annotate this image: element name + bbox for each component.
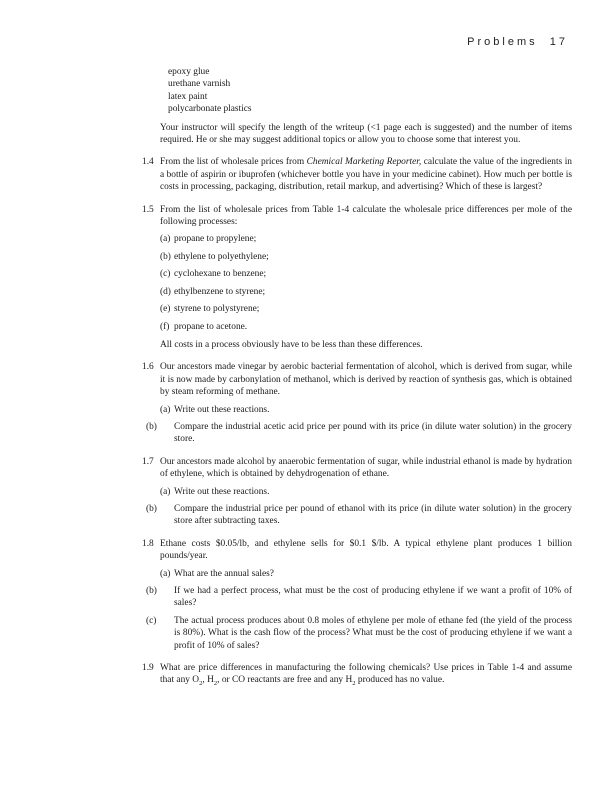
problem-number: 1.9 xyxy=(142,663,154,674)
subitem: (b) If we had a perfect process, what must be the cost of producing ethylene if we want a profit of 10% of sales? xyxy=(146,586,572,609)
list-item: latex paint xyxy=(168,91,208,102)
subitem: (f) propane to acetone. xyxy=(160,321,248,332)
problem-note: All costs in a process obviously have to be less than these differences. xyxy=(160,339,423,350)
subitem: (c) The actual process produces about 0.8 moles of ethylene per mole of ethane fed (the yield of the process is 80%). What is the cash flow of the process? What must be the cost of producing ethylene if we want a profit of 10% of sales? xyxy=(146,615,572,651)
problem-text: Our ancestors made alcohol by anaerobic fermentation of sugar, while industrial ethanol is made by hydration of ethylene, which is obtained by dehydrogenation of ethane. xyxy=(160,456,572,480)
problem-1-4 xyxy=(142,156,572,193)
problem-text: What are price differences in manufacturing the following chemicals? Use prices in Table 1-4 and assume that any $O_2$, $H_2$, or CO reactants are free and any $H_2$ produced has no value. xyxy=(160,663,572,688)
subitem: (a) What are the annual sales? xyxy=(160,568,274,579)
topic-list xyxy=(142,66,572,116)
journal-title: Chemical Marketing Reporter, xyxy=(306,157,422,168)
problem-1-6 xyxy=(142,361,572,445)
page-number: 17 xyxy=(549,36,568,48)
subitem: (b) Compare the industrial price per pound of ethanol with its price (in dilute water solution) in the grocery store after subtracting taxes. xyxy=(146,503,572,527)
list-item: epoxy glue xyxy=(168,67,210,77)
problem-1-9 xyxy=(142,662,572,691)
subitem: (a) Write out these reactions. xyxy=(160,404,270,415)
list-item: urethane varnish xyxy=(168,79,231,90)
subitem: (a) propane to propylene; xyxy=(160,234,257,245)
running-title: Problems xyxy=(467,36,538,48)
instructions-paragraph: Your instructor will specify the length of the writeup (<1 page each is suggested) and the number of items required. He or she may suggest additional topics or allow you to choose some that interest you. xyxy=(160,122,572,146)
problem-number: 1.5 xyxy=(142,204,154,215)
problem-number: 1.6 xyxy=(142,362,154,373)
problem-text: From the list of wholesale prices from Chemical Marketing Reporter, calculate the value of the ingredients in a bottle of aspirin or ibuprofen (whichever bottle you have in your medicine cabinet). How much per bottle is costs in processing, packaging, distribution, retail markup, and advertising? Which of these is largest? xyxy=(160,157,572,193)
problem-text: From the list of wholesale prices from Table 1-4 calculate the wholesale price differences per mole of the following processes: xyxy=(160,204,572,228)
problem-number: 1.4 xyxy=(142,157,154,168)
subitem: (d) ethylbenzene to styrene; xyxy=(160,286,266,297)
running-header xyxy=(467,36,568,48)
problem-number: 1.7 xyxy=(142,456,154,467)
problem-1-8 xyxy=(142,538,572,652)
problem-1-7 xyxy=(142,456,572,528)
list-item: polycarbonate plastics xyxy=(168,104,252,115)
problem-1-5 xyxy=(142,204,572,352)
subitem: (b) Compare the industrial acetic acid price per pound with its price (in dilute water solution) in the grocery store. xyxy=(146,421,572,445)
page-content xyxy=(142,66,572,691)
problem-text: Ethane costs $0.05/lb, and ethylene sells for $0.1 $/lb. A typical ethylene plant produces 1 billion pounds/year. xyxy=(160,538,572,562)
problem-text: Our ancestors made vinegar by aerobic bacterial fermentation of alcohol, which is derived from sugar, while it is now made by carbonylation of methanol, which is derived by reaction of synthesis gas, which is obtained by steam reforming of methane. xyxy=(160,362,572,398)
subitem: (a) Write out these reactions. xyxy=(160,486,270,497)
subitem: (e) styrene to polystyrene; xyxy=(160,304,260,315)
problem-number: 1.8 xyxy=(142,538,154,549)
subitem: (c) cyclohexane to benzene; xyxy=(160,269,267,280)
subitem: (b) ethylene to polyethylene; xyxy=(160,251,269,262)
